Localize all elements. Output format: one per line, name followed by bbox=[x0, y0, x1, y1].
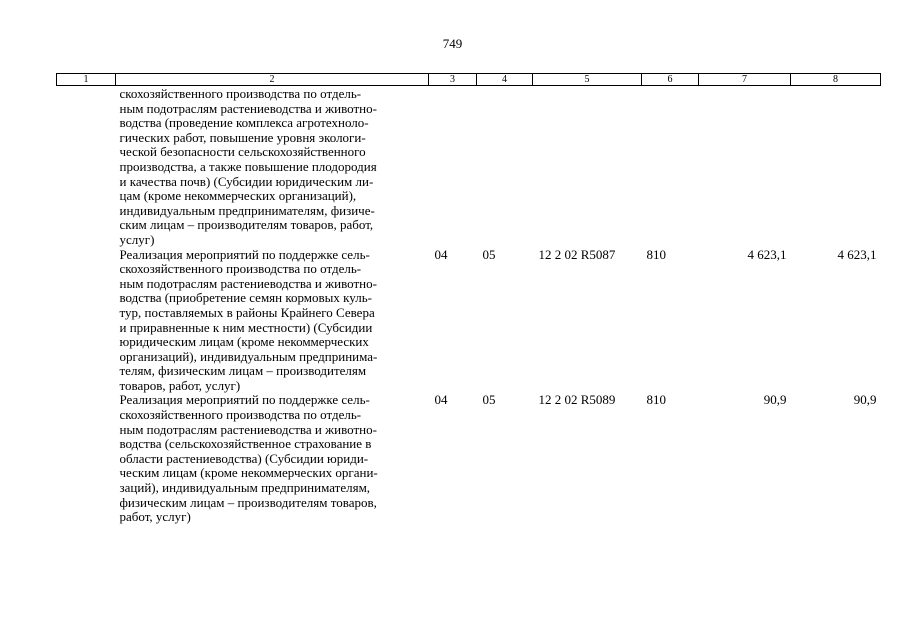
name-line: физическим лицам – производителям товаров, bbox=[119, 494, 377, 510]
name-line: Реализация мероприятий по поддержке сель- bbox=[119, 392, 370, 408]
expense-type-cell bbox=[642, 86, 699, 248]
col-header-4: 4 bbox=[477, 74, 533, 86]
col-header-5: 5 bbox=[533, 74, 642, 86]
name-line: водства (проведение комплекса агротехноло- bbox=[119, 115, 369, 131]
subsection-code-cell: 05 bbox=[482, 392, 496, 408]
table-row bbox=[57, 86, 881, 248]
target-article-cell: 12 2 02 R5087 bbox=[538, 246, 616, 262]
name-line: заций), индивидуальным предпринимателям, bbox=[119, 480, 371, 496]
budget-table bbox=[56, 73, 881, 525]
row-index-cell bbox=[57, 248, 116, 394]
name-line: индивидуальным предпринимателям, физиче- bbox=[119, 202, 375, 218]
target-article-cell: 12 2 02 R5089 bbox=[538, 392, 616, 408]
name-line: скохозяйственного производства по отдель- bbox=[119, 86, 362, 101]
name-line: Реализация мероприятий по поддержке сель- bbox=[119, 246, 370, 262]
col-header-6: 6 bbox=[642, 74, 699, 86]
subsection-code-cell: 05 bbox=[482, 246, 496, 262]
expense-type-cell: 810 bbox=[646, 392, 666, 408]
name-line: телям, физическим лицам – производителям bbox=[119, 363, 367, 379]
amount-cell-8: 90,9 bbox=[853, 392, 877, 408]
subsection-code-cell bbox=[477, 86, 533, 248]
target-article-cell bbox=[533, 86, 642, 248]
name-line: области растениеводства) (Субсидии юриди- bbox=[119, 450, 369, 466]
col-header-8: 8 bbox=[791, 74, 881, 86]
name-line: ческой безопасности сельскохозяйственного bbox=[119, 144, 366, 160]
col-header-7: 7 bbox=[699, 74, 791, 86]
name-line: и приравненные к ним местности) (Субсидии bbox=[119, 319, 373, 335]
name-line: цам (кроме некоммерческих организаций), bbox=[119, 188, 357, 204]
amount-cell-7: 90,9 bbox=[763, 392, 787, 408]
name-line: работ, услуг) bbox=[119, 509, 191, 525]
table-row bbox=[57, 248, 881, 394]
section-code-cell: 04 bbox=[434, 246, 448, 262]
row-name-cell bbox=[116, 393, 429, 524]
section-code-cell bbox=[429, 86, 477, 248]
row-name-cell bbox=[116, 248, 429, 394]
page-number: 749 bbox=[442, 36, 463, 51]
name-line: водства (приобретение семян кормовых куль- bbox=[119, 290, 372, 306]
column-number-header bbox=[57, 74, 881, 86]
name-line: ным подотраслям растениеводства и животно- bbox=[119, 275, 377, 291]
expense-type-cell: 810 bbox=[646, 246, 666, 262]
name-line: юридическим лицам (кроме некоммерческих bbox=[119, 334, 369, 350]
col-header-1: 1 bbox=[57, 74, 116, 86]
name-line: организаций), индивидуальным предпринима- bbox=[119, 348, 378, 364]
table-row bbox=[57, 393, 881, 524]
amount-cell-8 bbox=[791, 86, 881, 248]
name-line: гических работ, повышение уровня экологи- bbox=[119, 129, 366, 145]
section-code-cell: 04 bbox=[434, 392, 448, 408]
name-line: ским лицам – производителям товаров, работ, bbox=[119, 217, 374, 233]
name-line: тур, поставляемых в районы Крайнего Севера bbox=[119, 304, 375, 320]
row-name-cell bbox=[116, 86, 429, 248]
name-line: ным подотраслям растениеводства и животно- bbox=[119, 100, 377, 116]
amount-cell-8: 4 623,1 bbox=[837, 246, 877, 262]
col-header-3: 3 bbox=[429, 74, 477, 86]
amount-cell-7: 4 623,1 bbox=[747, 246, 787, 262]
name-line: ным подотраслям растениеводства и животно- bbox=[119, 421, 377, 437]
col-header-2: 2 bbox=[116, 74, 429, 86]
row-index-cell bbox=[57, 393, 116, 524]
name-line: и качества почв) (Субсидии юридическим ли- bbox=[119, 173, 374, 189]
row-index-cell bbox=[57, 86, 116, 248]
name-line: производства, а также повышение плодородия bbox=[119, 158, 377, 174]
name-line: услуг) bbox=[119, 231, 155, 247]
name-line: ческим лицам (кроме некоммерческих органи- bbox=[119, 465, 378, 481]
name-line: скохозяйственного производства по отдель- bbox=[119, 261, 362, 277]
name-line: скохозяйственного производства по отдель- bbox=[119, 407, 362, 423]
name-line: водства (сельскохозяйственное страхование в bbox=[119, 436, 372, 452]
amount-cell-7 bbox=[699, 86, 791, 248]
name-line: товаров, работ, услуг) bbox=[119, 377, 241, 393]
